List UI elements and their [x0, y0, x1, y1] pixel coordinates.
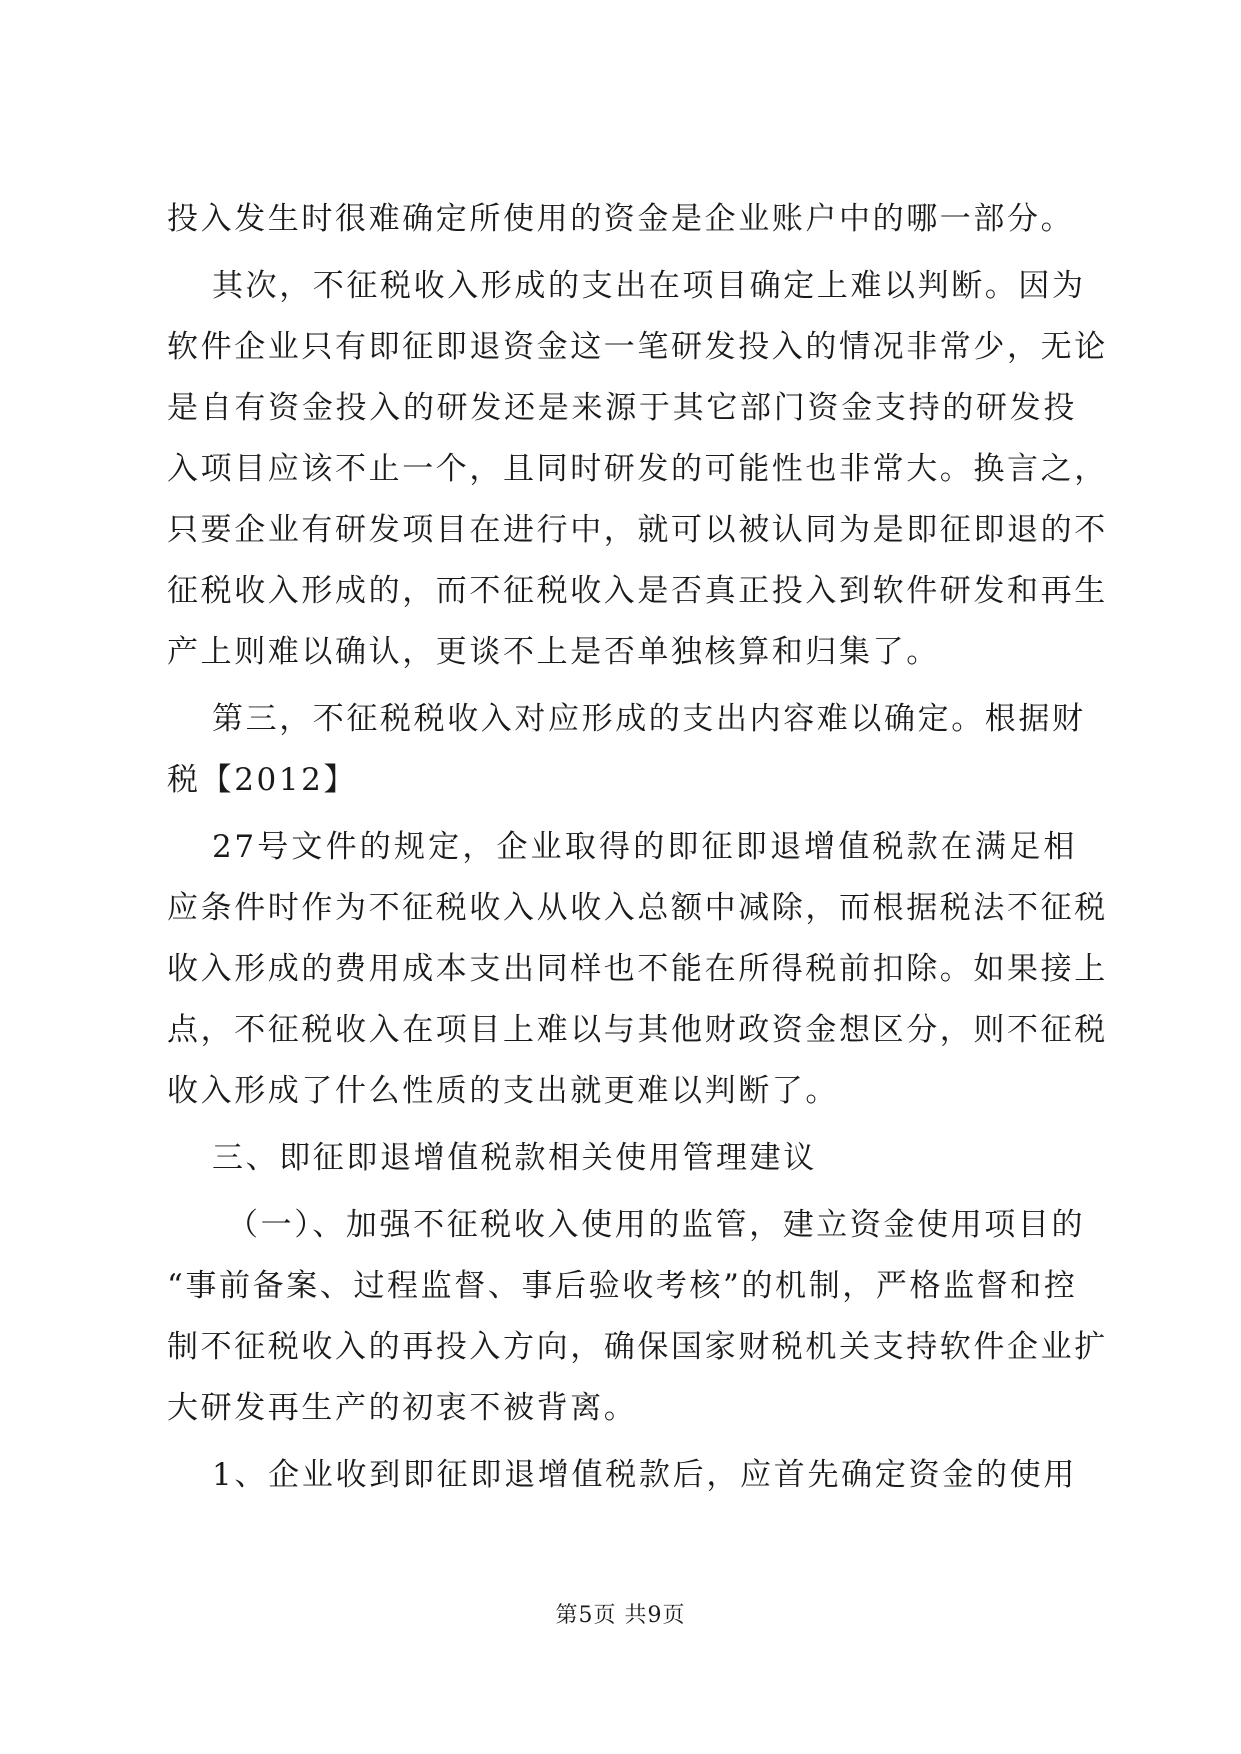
body-line: 产上则难以确认，更谈不上是否单独核算和归集了。	[167, 634, 940, 670]
body-line: 其次，不征税收入形成的支出在项目确定上难以判断。因为	[212, 268, 1086, 304]
body-line: 软件企业只有即征即退资金这一笔研发投入的情况非常少，无论	[167, 329, 1108, 365]
section-heading: 三、即征即退增值税款相关使用管理建议	[212, 1140, 817, 1176]
body-line: 第三，不征税税收入对应形成的支出内容难以确定。根据财	[212, 701, 1086, 737]
page-number-footer: 第5页 共9页	[555, 1603, 686, 1628]
body-line: 收入形成了什么性质的支出就更难以判断了。	[167, 1073, 839, 1109]
body-line: 点，不征税收入在项目上难以与其他财政资金想区分，则不征税	[167, 1012, 1108, 1048]
body-line: 制不征税收入的再投入方向，确保国家财税机关支持软件企业扩	[167, 1329, 1108, 1365]
body-line: 1、企业收到即征即退增值税款后，应首先确定资金的使用	[212, 1457, 1077, 1493]
body-line: 是自有资金投入的研发还是来源于其它部门资金支持的研发投	[167, 390, 1077, 426]
body-line: 收入形成的费用成本支出同样也不能在所得税前扣除。如果接上	[167, 951, 1108, 987]
body-line: 投入发生时很难确定所使用的资金是企业账户中的哪一部分。	[167, 201, 1075, 237]
body-line: 入项目应该不止一个，且同时研发的可能性也非常大。换言之，	[167, 451, 1108, 487]
body-line: 大研发再生产的初衷不被背离。	[167, 1390, 638, 1426]
body-line: 税【2012】	[167, 762, 358, 798]
body-line: “事前备案、过程监督、事后验收考核”的机制，严格监督和控	[167, 1268, 1078, 1304]
body-line: 征税收入形成的，而不征税收入是否真正投入到软件研发和再生	[167, 573, 1108, 609]
body-line: 只要企业有研发项目在进行中，就可以被认同为是即征即退的不	[167, 512, 1108, 548]
body-line: 应条件时作为不征税收入从收入总额中减除，而根据税法不征税	[167, 890, 1108, 926]
body-line: 27号文件的规定，企业取得的即征即退增值税款在满足相	[212, 829, 1077, 865]
subsection-heading: （一）、加强不征税收入使用的监管，建立资金使用项目的	[227, 1207, 1086, 1243]
